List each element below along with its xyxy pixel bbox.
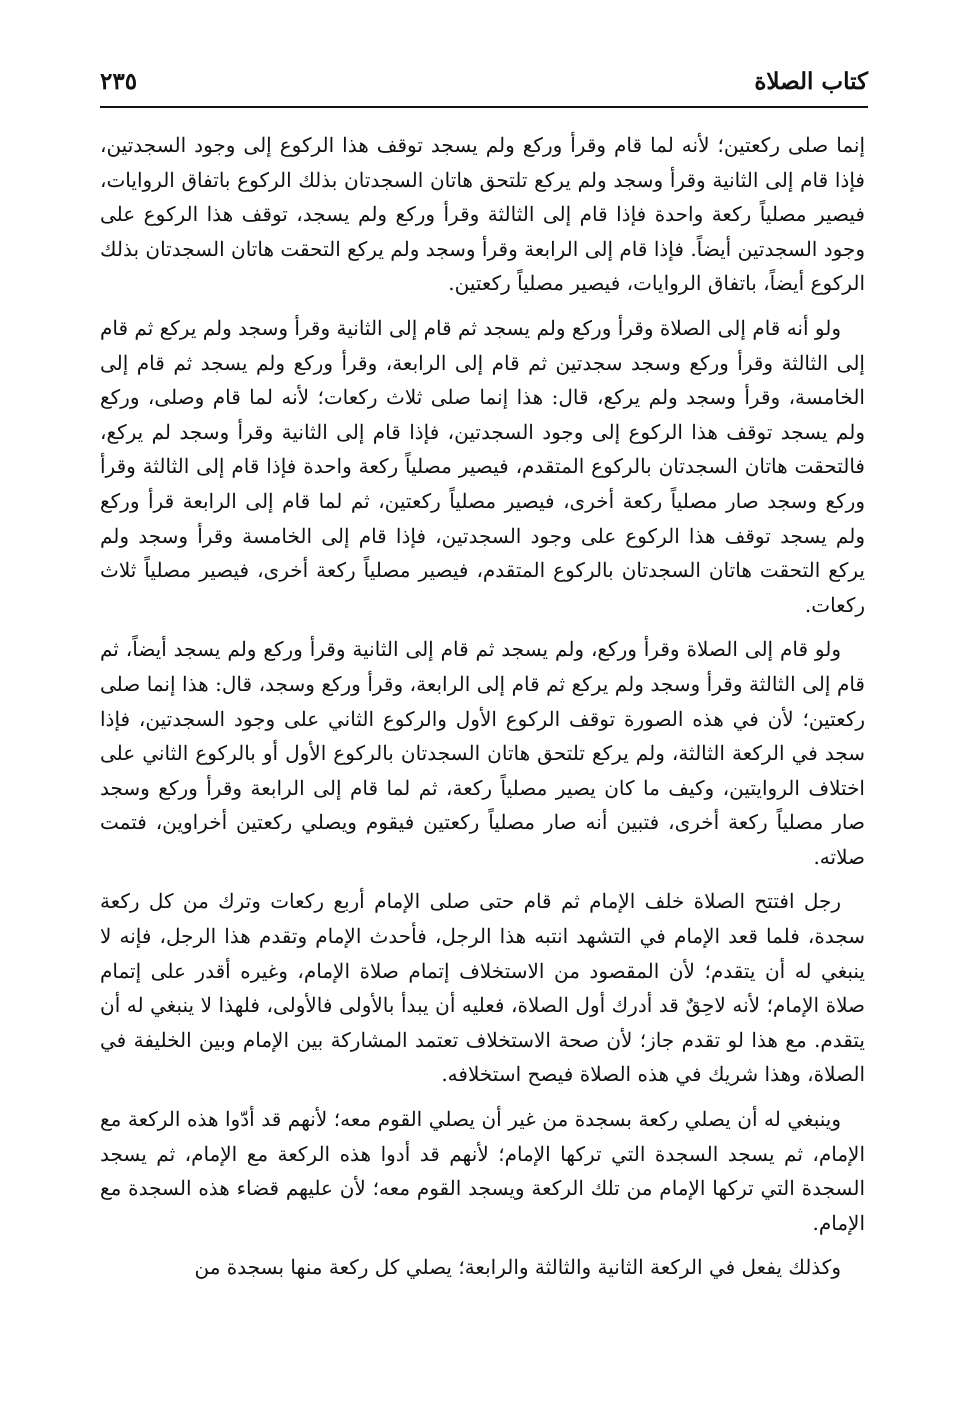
page-header (100, 58, 868, 108)
paragraph: ولو أنه قام إلى الصلاة وقرأ وركع ولم يسجد ثم قام إلى الثانية وقرأ وسجد ولم يركع ثم قام إلى الثالثة وقرأ وركع وسجد سجدتين ثم قام إلى الرابعة، وقرأ وركع ولم يسجد ثم قام إلى الخامسة، وقرأ وسجد ولم يركع، قال: هذا إنما صلى ثلاث ركعات؛ لأنه لما قام وصلى، وركع ولم يسجد توقف هذا الركوع إلى وجود السجدتين، فإذا قام إلى الثانية وقرأ وسجد لم يركع، فالتحقت هاتان السجدتان بالركوع المتقدم، فيصير مصلياً ركعة واحدة فإذا قام إلى الثالثة وقرأ وركع وسجد صار مصلياً ركعة أخرى، فيصير مصلياً ركعتين، ثم لما قام إلى الرابعة قرأ وركع ولم يسجد توقف هذا الركوع على وجود السجدتين، فإذا قام إلى الخامسة وقرأ وسجد ولم يركع التحقت هاتان السجدتان بالركوع المتقدم، فيصير مصلياً ركعة أخرى، فيصير مصلياً ثلاث ركعات. (99, 315, 865, 617)
paragraph: ولو قام إلى الصلاة وقرأ وركع، ولم يسجد ثم قام إلى الثانية وقرأ وركع ولم يسجد أيضاً، ثم قام إلى الثالثة وقرأ وسجد ولم يركع ثم قام إلى الرابعة، وقرأ وركع وسجد، قال: هذا إنما صلى ركعتين؛ لأن في هذه الصورة توقف الركوع الأول والركوع الثاني على وجود السجدتين، فإذا سجد في الركعة الثالثة، ولم يركع تلتحق هاتان السجدتان بالركوع الأول أو بالركوع الثاني على اختلاف الروايتين، وكيف ما كان يصير مصلياً ركعة، ثم لما قام إلى الرابعة وقرأ وركع وسجد صار مصلياً ركعة أخرى، فتبين أنه صار مصلياً ركعتين فيقوم ويصلي ركعتين أخراوين، فتمت صلاته. (100, 637, 865, 869)
body-text (100, 128, 865, 1295)
paragraph: وينبغي له أن يصلي ركعة بسجدة من غير أن يصلي القوم معه؛ لأنهم قد أدّوا هذه الركعة مع الإمام، ثم يسجد السجدة التي تركها الإمام؛ لأنهم قد أدوا هذه الركعة مع الإمام، ثم يسجد السجدة التي تركها الإمام من تلك الركعة ويسجد القوم معه؛ لأن عليهم قضاء هذه السجدة مع الإمام. (100, 1107, 865, 1235)
paragraph: وكذلك يفعل في الركعة الثانية والثالثة والرابعة؛ يصلي كل ركعة منها بسجدة من (194, 1255, 841, 1280)
page-number: ٢٣٥ (100, 68, 138, 95)
paragraph: رجل افتتح الصلاة خلف الإمام ثم قام حتى صلى الإمام أربع ركعات وترك من كل ركعة سجدة، فلما قعد الإمام في التشهد انتبه هذا الرجل، فأحدث الإمام وتقدم هذا الرجل، فإنه لا ينبغي له أن يتقدم؛ لأن المقصود من الاستخلاف إتمام صلاة الإمام، وغيره أقدر على إتمام صلاة الإمام؛ لأنه لاحِقٌ قد أدرك أول الصلاة، فعليه أن يبدأ بالأولى فالأولى، فلهذا لا ينبغي له أن يتقدم. مع هذا لو تقدم جاز؛ لأن صحة الاستخلاف تعتمد المشاركة بين الإمام وبين الخليفة في الصلاة، وهذا شريك في هذه الصلاة فيصح استخلافه. (100, 889, 865, 1087)
paragraph: إنما صلى ركعتين؛ لأنه لما قام وقرأ وركع ولم يسجد توقف هذا الركوع إلى وجود السجدتين، فإذا قام إلى الثانية وقرأ وسجد ولم يركع تلتحق هاتان السجدتان بذلك الركوع باتفاق الروايات، فيصير مصلياً ركعة واحدة فإذا قام إلى الثالثة وقرأ وركع ولم يسجد، توقف هذا الركوع على وجود السجدتين أيضاً. فإذا قام إلى الرابعة وقرأ وسجد ولم يركع التحقت هاتان السجدتان بذلك الركوع أيضاً، باتفاق الروايات، فيصير مصلياً ركعتين. (100, 133, 865, 296)
chapter-title: كتاب الصلاة (754, 68, 868, 95)
